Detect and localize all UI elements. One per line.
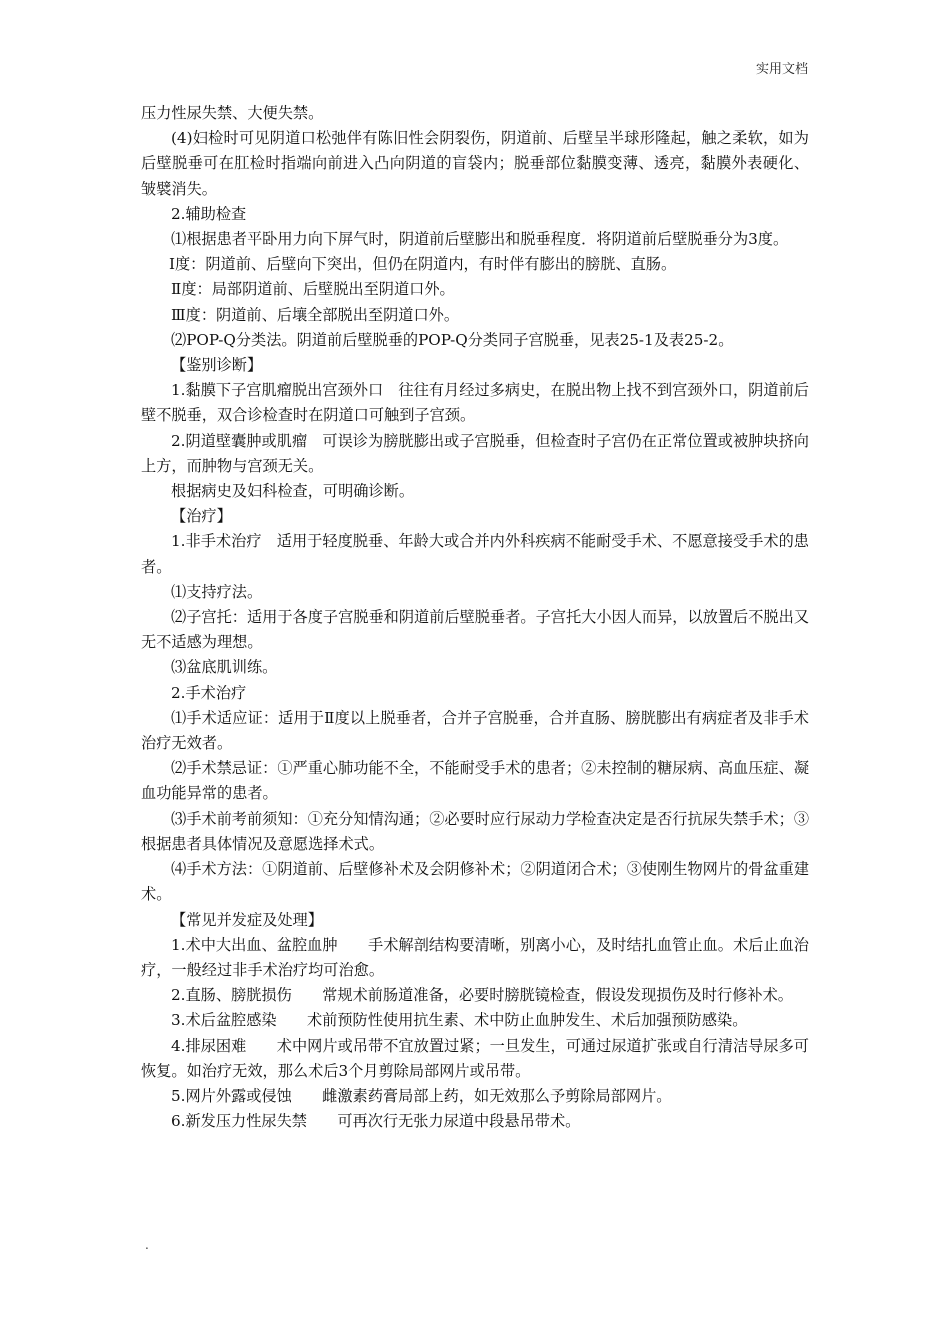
- section-heading: 【鉴别诊断】: [171, 356, 263, 375]
- section-heading: 【常见并发症及处理】: [171, 910, 323, 929]
- document-body: [141, 101, 809, 1134]
- paragraph: ⑴根据患者平卧用力向下屏气时，阴道前后壁膨出和脱垂程度．将阴道前后壁脱垂分为3度。: [171, 230, 789, 249]
- paragraph: 6.新发压力性尿失禁 可再次行无张力尿道中段悬吊带术。: [171, 1112, 581, 1131]
- paragraph: ⑵POP-Q分类法。阴道前后壁脱垂的POP-Q分类同子宫脱垂，见表25-1及表25-2。: [171, 330, 734, 349]
- paragraph: 3.术后盆腔感染 术前预防性使用抗生素、术中防止血肿发生、术后加强预防感染。: [171, 1011, 748, 1030]
- paragraph: Ⅰ度：阴道前、后壁向下突出，但仍在阴道内，有时伴有膨出的膀胱、直肠。: [169, 255, 677, 274]
- paragraph: 压力性尿失禁、大便失禁。: [141, 104, 324, 122]
- paragraph: 1.术中大出血、盆腔血肿 手术解剖结构要清晰，别离小心，及时结扎血管止血。术后止血治疗，一般经过非手术治疗均可治愈。: [141, 935, 809, 979]
- paragraph: 2.阴道壁囊肿或肌瘤 可误诊为膀胱膨出或子宫脱垂，但检查时子宫仍在正常位置或被肿块挤向上方，而肿物与宫颈无关。: [141, 431, 809, 475]
- paragraph: ⑷手术方法：①阴道前、后壁修补术及会阴修补术；②阴道闭合术；③使刚生物网片的骨盆重建术。: [141, 860, 809, 904]
- paragraph: Ⅲ度：阴道前、后壤全部脱出至阴道口外。: [171, 305, 460, 324]
- paragraph: 4.排尿困难 术中网片或吊带不宜放置过紧；一旦发生，可通过尿道扩张或自行清洁导尿多可恢复。如治疗无效，那么术后3个月剪除局部网片或吊带。: [141, 1036, 809, 1080]
- paragraph: Ⅱ度：局部阴道前、后壁脱出至阴道口外。: [171, 280, 455, 299]
- paragraph: 1.黏膜下子宫肌瘤脱出宫颈外口 往往有月经过多病史，在脱出物上找不到宫颈外口，阴道前后壁不脱垂，双合诊检查时在阴道口可触到子宫颈。: [141, 381, 809, 425]
- paragraph: 根据病史及妇科检查，可明确诊断。: [171, 482, 414, 501]
- paragraph: ⑴支持疗法。: [171, 582, 263, 601]
- paragraph: 1.非手术治疗 适用于轻度脱垂、年龄大或合并内外科疾病不能耐受手术、不愿意接受手术的患者。: [141, 532, 809, 576]
- section-heading: 【治疗】: [171, 507, 232, 526]
- paragraph: ⑴手术适应证：适用于Ⅱ度以上脱垂者，合并子宫脱垂，合并直肠、膀胱膨出有病症者及非手术治疗无效者。: [141, 708, 809, 753]
- paragraph: (4)妇检时可见阴道口松弛伴有陈旧性会阴裂伤，阴道前、后壁呈半球形隆起，触之柔软，如为后壁脱垂可在肛检时指端向前进入凸向阴道的盲袋内；脱垂部位黏膜变薄、透亮，黏膜外表硬化、皱襞消失。: [141, 129, 809, 198]
- paragraph: ⑵手术禁忌证：①严重心肺功能不全，不能耐受手术的患者；②未控制的糖尿病、高血压症、凝血功能异常的患者。: [141, 759, 809, 803]
- paragraph: ⑶盆底肌训练。: [171, 658, 278, 677]
- paragraph: ⑵子宫托：适用于各度子宫脱垂和阴道前后壁脱垂者。子宫托大小因人而异，以放置后不脱出又无不适感为理想。: [141, 608, 809, 652]
- footer-mark: .: [145, 1238, 149, 1252]
- paragraph: 2.直肠、膀胱损伤 常规术前肠道准备，必要时膀胱镜检查，假设发现损伤及时行修补术。: [171, 986, 793, 1005]
- paragraph: ⑶手术前考前须知：①充分知情沟通；②必要时应行尿动力学检查决定是否行抗尿失禁手术；③根据患者具体情况及意愿选择术式。: [141, 809, 809, 853]
- page-header-label: 实用文档: [755, 62, 808, 77]
- section-heading: 2.辅助检查: [171, 204, 247, 223]
- section-heading: 2.手术治疗: [171, 683, 247, 702]
- paragraph: 5.网片外露或侵蚀 雌激素药膏局部上药，如无效那么予剪除局部网片。: [171, 1086, 672, 1105]
